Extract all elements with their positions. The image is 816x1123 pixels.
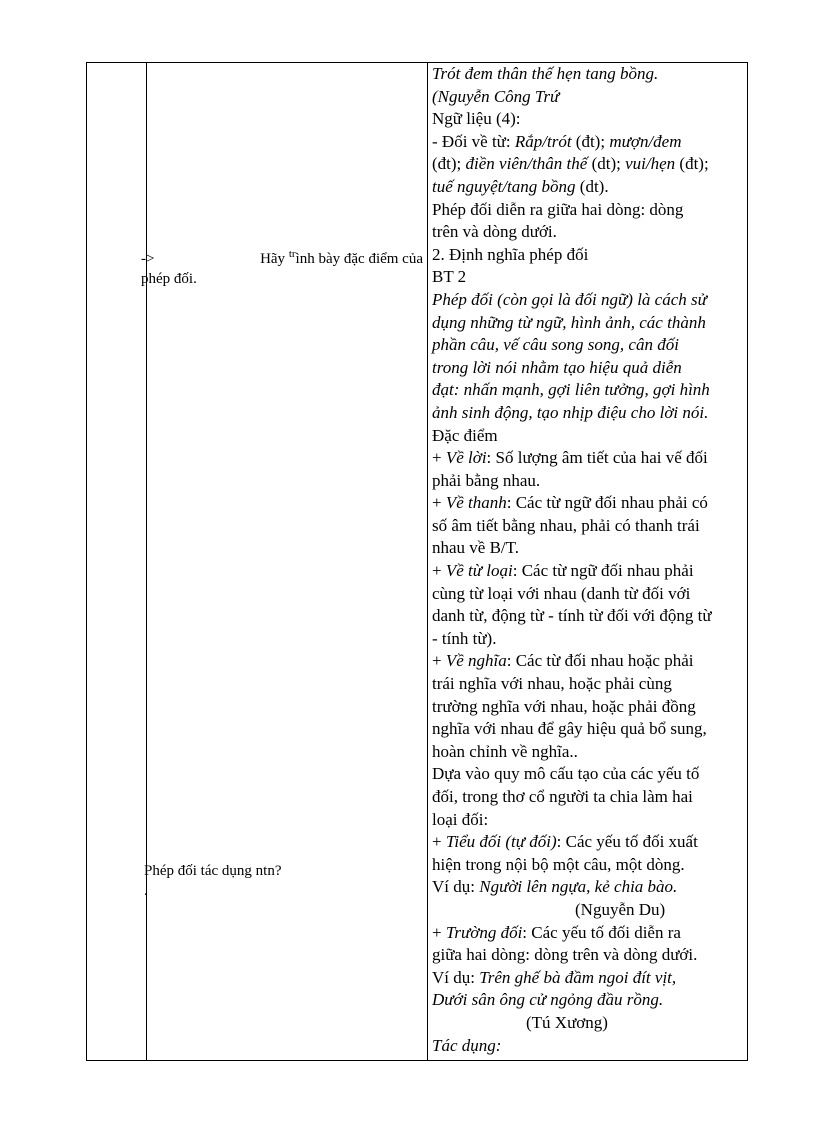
question-effect: [144, 861, 426, 901]
text-line: số âm tiết bằng nhau, phải có thanh trái: [432, 515, 700, 535]
definition-line: trong lời nói nhằm tạo hiệu quả diễn: [432, 357, 682, 377]
text-line: Phép đối diễn ra giữa hai dòng: dòng: [432, 199, 684, 219]
features-heading: Đặc điểm: [432, 425, 498, 445]
text-line: + Trường đối: Các yếu tố đối diễn ra: [432, 922, 681, 942]
effect-heading: Tác dụng:: [432, 1035, 502, 1055]
text-line: nhau về B/T.: [432, 538, 520, 558]
text-line: loại đối:: [432, 809, 489, 829]
text-line: Ngữ liệu (4):: [432, 109, 521, 129]
text-line: trường nghĩa với nhau, hoặc phải đồng: [432, 696, 696, 716]
text-line: + Về thanh: Các từ ngữ đối nhau phải có: [432, 493, 708, 513]
example-line: Ví dụ: Trên ghế bà đầm ngoi đít vịt,: [432, 967, 677, 987]
arrow-text: ->: [141, 251, 155, 267]
text-line: cùng từ loại với nhau (danh từ đối với: [432, 583, 691, 603]
text-line: + Về nghĩa: Các từ đối nhau hoặc phải: [432, 651, 694, 671]
definition-line: dụng những từ ngữ, hình ảnh, các thành: [432, 312, 706, 332]
lesson-table: [86, 62, 748, 1061]
definition-line: đạt: nhấn mạnh, gợi liên tưởng, gợi hình: [432, 380, 710, 400]
example-author: (Tú Xương): [526, 1012, 608, 1032]
text-line: + Về lời: Số lượng âm tiết của hai vế đối: [432, 448, 708, 468]
text-line: trên và dòng dưới.: [432, 222, 557, 242]
question-features: [141, 249, 423, 289]
column-divider-1: [146, 63, 147, 1060]
definition-line: phần câu, vế câu song song, cân đối: [432, 335, 679, 355]
example-line: Dưới sân ông cử ngỏng đầu rồng.: [432, 990, 664, 1010]
text-line: + Tiểu đối (tự đối): Các yếu tố đối xuất: [432, 832, 698, 852]
poem-author: (Nguyễn Công Trứ: [432, 86, 560, 106]
question-line-2: phép đối.: [141, 271, 197, 287]
exercise-label: BT 2: [432, 267, 467, 287]
text-line: phải bằng nhau.: [432, 470, 541, 490]
text-line: giữa hai dòng: dòng trên và dòng dưới.: [432, 945, 698, 965]
text-line: - tính từ).: [432, 628, 497, 648]
poem-line: Trót đem thân thế hẹn tang bồng.: [432, 64, 659, 83]
section-heading: 2. Định nghĩa phép đối: [432, 244, 589, 264]
text-line: tuế nguyệt/tang bồng (dt).: [432, 176, 609, 196]
text-line: - Đối về từ: Rắp/trót (đt); mượn/đem: [432, 131, 682, 151]
text-line: hoàn chỉnh về nghĩa..: [432, 741, 578, 761]
text-line: + Về từ loại: Các từ ngữ đối nhau phải: [432, 561, 694, 581]
column-divider-2: [427, 63, 428, 1060]
definition-line: Phép đối (còn gọi là đối ngữ) là cách sử: [432, 289, 707, 309]
text-line: trái nghĩa với nhau, hoặc phải cùng: [432, 674, 672, 694]
text-line: đối, trong thơ cổ người ta chia làm hai: [432, 787, 693, 806]
question-word: Hãy $^{tr}$ình bày đặc điểm của: [260, 248, 423, 267]
text-line: hiện trong nội bộ một câu, một dòng.: [432, 854, 685, 874]
text-line: danh từ, động từ - tính từ đối với động từ: [432, 606, 712, 626]
definition-line: ảnh sinh động, tạo nhịp điệu cho lời nói.: [432, 402, 709, 422]
content-column: [432, 63, 742, 1057]
question-effect-line-1: Phép đối tác dụng ntn?: [144, 863, 282, 879]
question-effect-line-2: .: [144, 883, 148, 899]
example-line: Ví dụ: Người lên ngựa, kẻ chia bào.: [432, 877, 678, 897]
text-line: Dựa vào quy mô cấu tạo của các yếu tố: [432, 764, 700, 784]
text-line: (đt); điền viên/thân thế (dt); vui/hẹn (đt);: [432, 154, 709, 174]
example-author: (Nguyễn Du): [575, 899, 666, 919]
text-line: nghĩa với nhau để gây hiệu quả bổ sung,: [432, 719, 707, 739]
